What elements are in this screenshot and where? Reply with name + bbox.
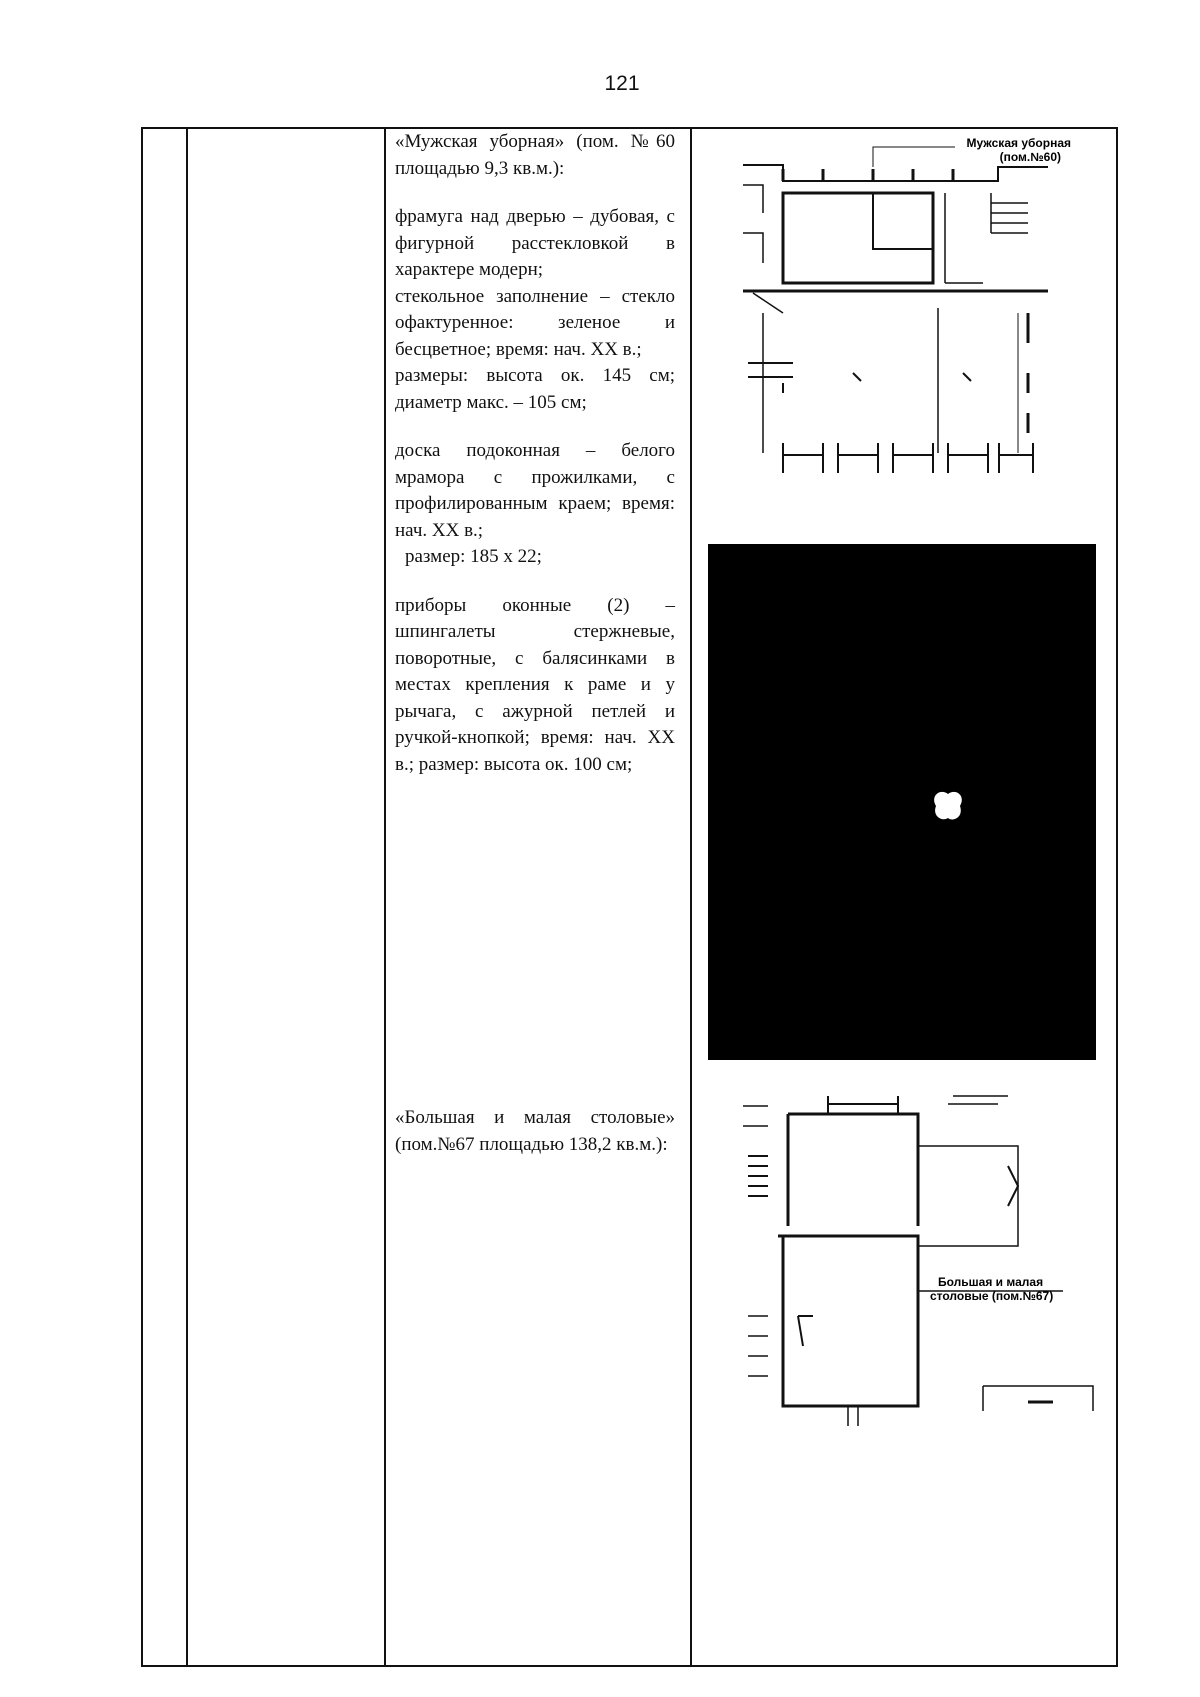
section-heading: «Большая и малая столовые» (пом.№67 площадью 138,2 кв.м.): — [395, 1107, 675, 1155]
description-item: размеры: высота ок. 145 см; диаметр макс. – 105 см; — [395, 365, 675, 413]
page-number: 121 — [604, 72, 640, 95]
plan-caption-line1: Большая и малая — [938, 1275, 1044, 1289]
section-men-toilet-text — [395, 129, 675, 778]
description-item: доска подоконная – белого мрамора с прожилками, с профилированным краем; время: нач. XX в.; — [395, 440, 675, 541]
description-item: приборы оконные (2) – шпингалеты стержневые, поворотные, с балясинками в местах крепления к раме и у рычага, с ажурной петлей и ручкой-кнопкой; время: нач. XX в.; размер: высота ок. 100 см; — [395, 594, 675, 775]
floor-plan-men-toilet — [723, 133, 1103, 503]
column-divider — [690, 129, 692, 1665]
plan-caption-line1: Мужская уборная — [966, 136, 1071, 150]
inventory-table — [141, 127, 1118, 1667]
column-divider — [186, 129, 188, 1665]
light-spot — [934, 792, 962, 820]
plan-caption-line2: столовые (пом.№67) — [930, 1289, 1054, 1303]
floor-plan-dining-rooms — [708, 1086, 1108, 1461]
section-dining-rooms-text — [395, 1105, 675, 1158]
window-photo — [708, 544, 1096, 1060]
column-divider — [384, 129, 386, 1665]
description-item: стекольное заполнение – стекло офактуренное: зеленое и бесцветное; время: нач. XX в.; — [395, 285, 675, 360]
section-heading: «Мужская уборная» (пом. №60 площадью 9,3 кв.м.): — [395, 131, 675, 179]
description-item: размер: 185 х 22; — [405, 546, 542, 567]
plan-caption-line2: (пом.№60) — [999, 150, 1061, 164]
description-item: фрамуга над дверью – дубовая, с фигурной расстекловкой в характере модерн; — [395, 206, 675, 280]
